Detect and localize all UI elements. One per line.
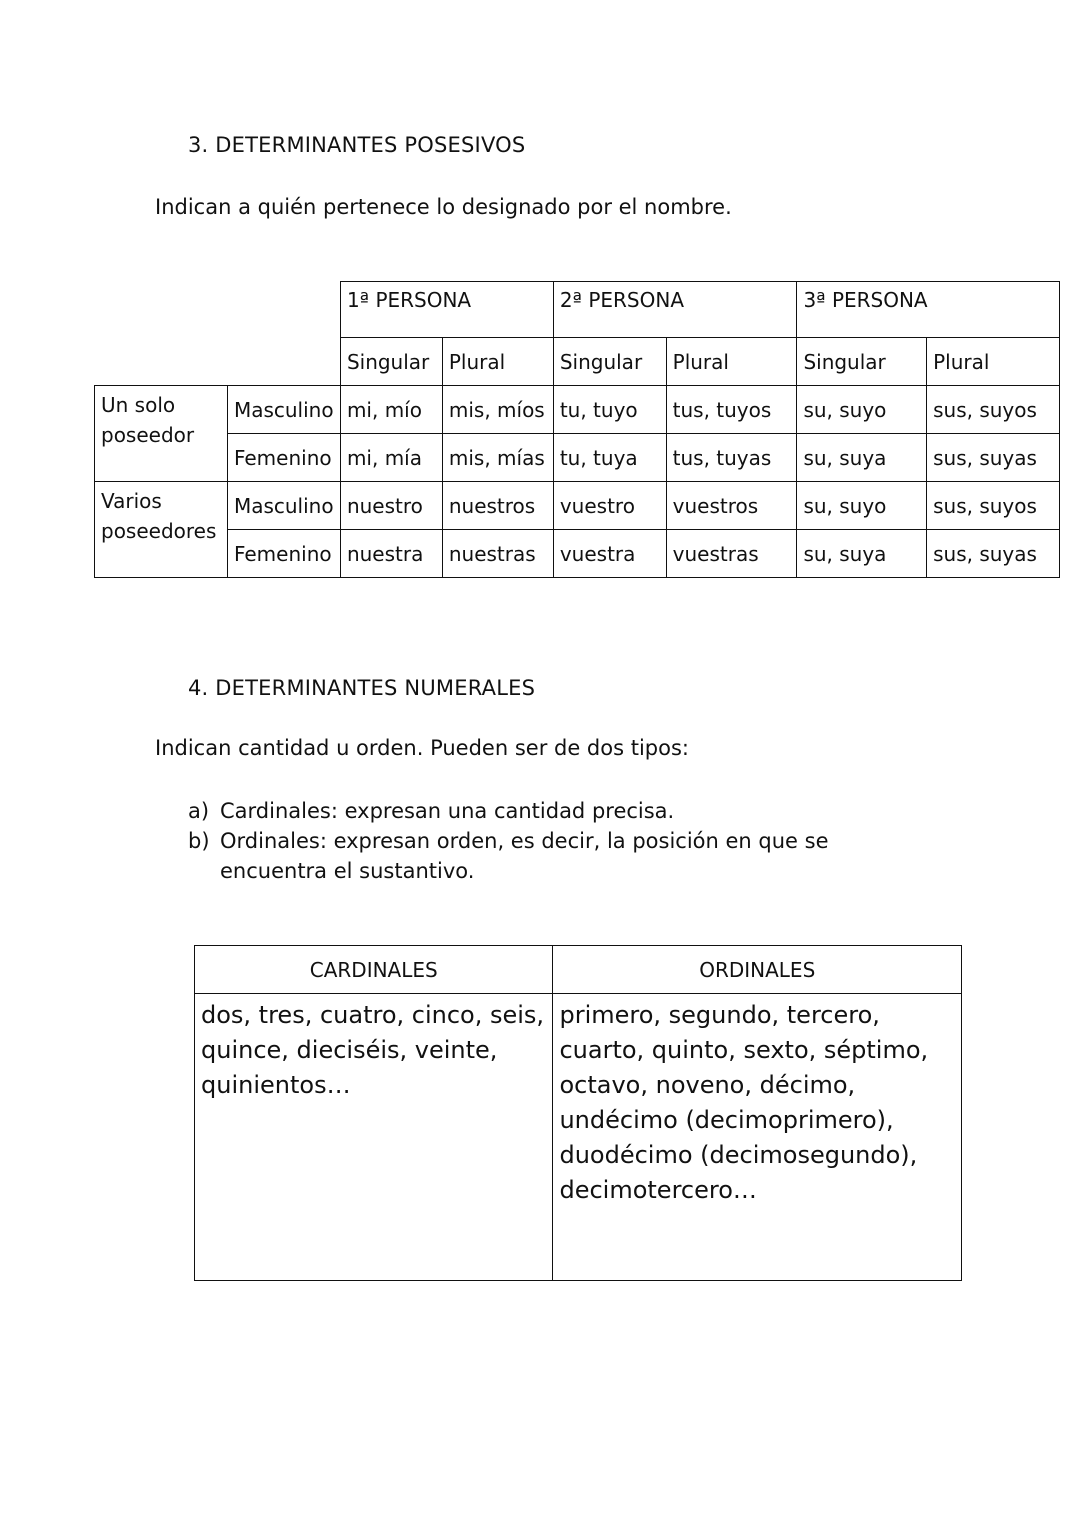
ordinales-header: ORDINALES (553, 946, 962, 994)
possessive-cell: tu, tuyo (553, 386, 666, 434)
cardinales-cell (195, 994, 553, 1281)
possessive-cell: nuestro (340, 482, 442, 530)
possessive-cell: su, suya (797, 530, 927, 578)
possessive-cell: su, suyo (797, 482, 927, 530)
possessive-cell: mi, mío (340, 386, 442, 434)
table-row (95, 530, 1060, 578)
section-4-heading: 4. DETERMINANTES NUMERALES (188, 676, 536, 700)
possessive-cell: sus, suyas (927, 530, 1060, 578)
owner-label: Varios poseedores (95, 482, 228, 578)
blank-corner (95, 338, 228, 386)
table-row (95, 434, 1060, 482)
possessive-cell: mis, mías (442, 434, 553, 482)
person-header: 2ª PERSONA (553, 282, 797, 338)
list-text: Cardinales: expresan una cantidad precisa. (220, 799, 675, 823)
possessive-cell: vuestras (666, 530, 797, 578)
numeral-table (194, 945, 962, 1281)
blank-corner (227, 282, 340, 338)
possessive-cell: nuestros (442, 482, 553, 530)
ordinales-text: primero, segundo, tercero, cuarto, quinto, sexto, séptimo, octavo, noveno, décimo, undécimo (decimoprimero), duodécimo (decimosegundo), decimotercero… (559, 1001, 929, 1204)
number-header: Singular (797, 338, 927, 386)
possessive-cell: nuestras (442, 530, 553, 578)
gender-label: Masculino (227, 482, 340, 530)
possessive-cell: tu, tuya (553, 434, 666, 482)
possessive-cell: tus, tuyas (666, 434, 797, 482)
gender-label: Femenino (227, 434, 340, 482)
possessive-cell: mis, míos (442, 386, 553, 434)
gender-label: Masculino (227, 386, 340, 434)
blank-corner (227, 338, 340, 386)
possessive-cell: vuestro (553, 482, 666, 530)
cardinales-text: dos, tres, cuatro, cinco, seis, quince, dieciséis, veinte, quinientos… (201, 1001, 545, 1099)
number-header: Singular (340, 338, 442, 386)
section-3-heading: 3. DETERMINANTES POSESIVOS (188, 133, 526, 157)
number-header: Plural (927, 338, 1060, 386)
possessive-cell: sus, suyas (927, 434, 1060, 482)
table-row (95, 386, 1060, 434)
list-text: Ordinales: expresan orden, es decir, la posición en que se encuentra el sustantivo. (220, 829, 829, 883)
possessive-cell: vuestros (666, 482, 797, 530)
blank-corner (95, 282, 228, 338)
possessive-cell: sus, suyos (927, 386, 1060, 434)
owner-label: Un solo poseedor (95, 386, 228, 482)
cardinales-header: CARDINALES (195, 946, 553, 994)
ordinales-cell (553, 994, 962, 1281)
person-header: 1ª PERSONA (340, 282, 553, 338)
possessive-cell: sus, suyos (927, 482, 1060, 530)
list-item (188, 796, 918, 826)
list-marker: a) (188, 799, 210, 823)
possessive-cell: mi, mía (340, 434, 442, 482)
possessive-cell: tus, tuyos (666, 386, 797, 434)
section-4-intro: Indican cantidad u orden. Pueden ser de dos tipos: (155, 736, 689, 760)
section-3-intro: Indican a quién pertenece lo designado por el nombre. (155, 195, 732, 219)
list-item (188, 826, 918, 886)
possessive-table (94, 281, 1060, 578)
gender-label: Femenino (227, 530, 340, 578)
possessive-cell: su, suyo (797, 386, 927, 434)
table-row (95, 482, 1060, 530)
number-header: Plural (442, 338, 553, 386)
number-header: Plural (666, 338, 797, 386)
number-header: Singular (553, 338, 666, 386)
person-header: 3ª PERSONA (797, 282, 1060, 338)
possessive-cell: nuestra (340, 530, 442, 578)
possessive-cell: su, suya (797, 434, 927, 482)
possessive-cell: vuestra (553, 530, 666, 578)
list-marker: b) (188, 829, 210, 853)
numeral-types-list (188, 796, 918, 886)
